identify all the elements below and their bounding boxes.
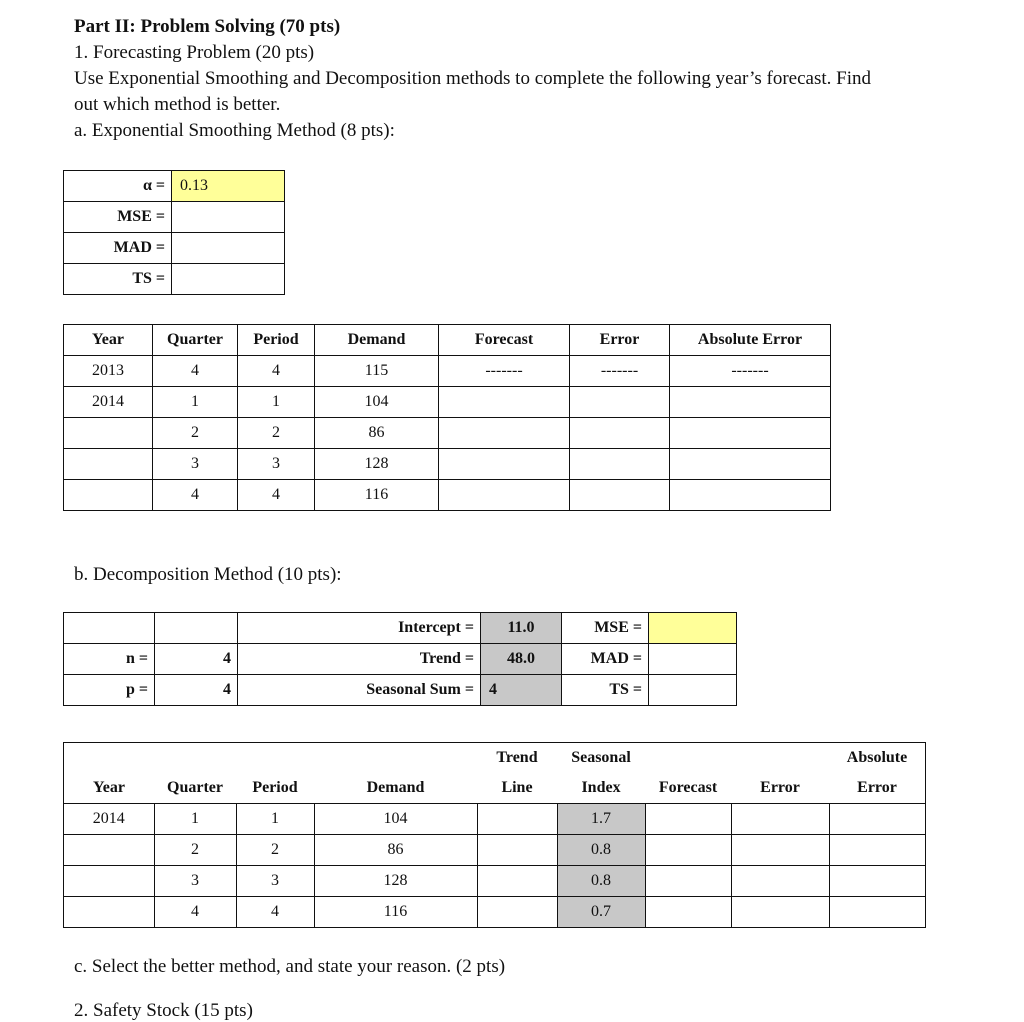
instruction-line-1: Use Exponential Smoothing and Decomposition methods to complete the following year’s forecast. Find (74, 68, 871, 89)
es-header-row (64, 325, 831, 356)
es-header-error: Error (570, 325, 670, 356)
trend-value: 48.0 (481, 644, 562, 675)
forecast-cell[interactable] (645, 897, 731, 928)
dec-header-abs-error: Error (829, 773, 926, 804)
forecast-cell[interactable] (439, 480, 570, 511)
cell: 104 (314, 804, 477, 835)
cell: 1 (236, 804, 314, 835)
es-mse-cell[interactable] (172, 202, 285, 233)
trend-label: Trend = (238, 644, 481, 675)
cell (64, 835, 155, 866)
cell: ------- (670, 356, 831, 387)
cell: 4 (153, 356, 238, 387)
abs-error-cell[interactable] (829, 897, 926, 928)
cell (236, 743, 314, 774)
es-header-period: Period (238, 325, 315, 356)
cell: 3 (154, 866, 236, 897)
cell (731, 743, 829, 774)
cell: 4 (238, 480, 315, 511)
dec-header-trend-line: Line (477, 773, 557, 804)
dec-header-demand: Demand (314, 773, 477, 804)
es-mad-cell[interactable] (172, 233, 285, 264)
abs-error-cell[interactable] (670, 449, 831, 480)
cell: 2 (154, 835, 236, 866)
n-value: 4 (155, 644, 238, 675)
cell: 1 (153, 387, 238, 418)
error-cell[interactable] (731, 897, 829, 928)
instruction-line-2: out which method is better. (74, 94, 281, 115)
dec-header-quarter: Quarter (154, 773, 236, 804)
part-title: Part II: Problem Solving (70 pts) (74, 16, 341, 37)
trend-line-cell[interactable] (477, 897, 557, 928)
trend-line-cell[interactable] (477, 835, 557, 866)
cell: ------- (570, 356, 670, 387)
dec-mad-cell[interactable] (649, 644, 737, 675)
cell: 4 (238, 356, 315, 387)
seasonal-index-cell: 0.8 (557, 835, 645, 866)
alpha-label: α = (64, 171, 172, 202)
p-value: 4 (155, 675, 238, 706)
table-row (64, 804, 926, 835)
cell: 3 (153, 449, 238, 480)
table-row (64, 356, 831, 387)
cell (645, 743, 731, 774)
cell: 86 (314, 835, 477, 866)
error-cell[interactable] (731, 835, 829, 866)
es-header-quarter: Quarter (153, 325, 238, 356)
error-cell[interactable] (570, 449, 670, 480)
dec-mad-label: MAD = (562, 644, 649, 675)
abs-error-cell[interactable] (670, 387, 831, 418)
trend-line-cell[interactable] (477, 866, 557, 897)
es-header-abs-error: Absolute Error (670, 325, 831, 356)
dec-header-row-top (64, 743, 926, 774)
cell (64, 743, 155, 774)
cell: 2014 (64, 387, 153, 418)
cell: 115 (315, 356, 439, 387)
table-row (64, 866, 926, 897)
problem-title: 1. Forecasting Problem (20 pts) (74, 42, 315, 63)
cell: 128 (315, 449, 439, 480)
abs-error-cell[interactable] (829, 804, 926, 835)
trend-line-cell[interactable] (477, 804, 557, 835)
dec-header-trend-top: Trend (477, 743, 557, 774)
dec-header-seasonal-top: Seasonal (557, 743, 645, 774)
cell: 116 (314, 897, 477, 928)
dec-header-error: Error (731, 773, 829, 804)
abs-error-cell[interactable] (670, 480, 831, 511)
cell (64, 480, 153, 511)
cell: 86 (315, 418, 439, 449)
dec-mse-cell[interactable] (649, 613, 737, 644)
cell (64, 613, 155, 644)
cell (154, 743, 236, 774)
intercept-label: Intercept = (238, 613, 481, 644)
error-cell[interactable] (570, 480, 670, 511)
dec-mse-label: MSE = (562, 613, 649, 644)
cell: 3 (236, 866, 314, 897)
cell: 128 (314, 866, 477, 897)
cell (64, 897, 155, 928)
table-row (64, 480, 831, 511)
table-row (64, 897, 926, 928)
intercept-value: 11.0 (481, 613, 562, 644)
seasonal-sum-value: 4 (481, 675, 562, 706)
cell: 2 (238, 418, 315, 449)
cell (64, 449, 153, 480)
cell (314, 743, 477, 774)
es-header-forecast: Forecast (439, 325, 570, 356)
es-header-demand: Demand (315, 325, 439, 356)
seasonal-index-cell: 0.7 (557, 897, 645, 928)
table-row (64, 387, 831, 418)
cell: 116 (315, 480, 439, 511)
cell: 2 (236, 835, 314, 866)
es-params-table (63, 170, 285, 295)
table-row (64, 835, 926, 866)
dec-data-table (63, 742, 926, 928)
seasonal-index-cell: 0.8 (557, 866, 645, 897)
cutoff-next-problem: 2. Safety Stock (15 pts) (74, 1000, 253, 1021)
error-cell[interactable] (570, 418, 670, 449)
cell: 104 (315, 387, 439, 418)
cell: 2014 (64, 804, 155, 835)
es-mse-label: MSE = (64, 202, 172, 233)
error-cell[interactable] (731, 866, 829, 897)
cell: 1 (238, 387, 315, 418)
forecast-cell[interactable] (439, 449, 570, 480)
n-label: n = (64, 644, 155, 675)
cell: ------- (439, 356, 570, 387)
es-ts-label: TS = (64, 264, 172, 295)
cell: 2013 (64, 356, 153, 387)
section-c-title: c. Select the better method, and state your reason. (2 pts) (74, 956, 506, 977)
cell (64, 418, 153, 449)
cell: 2 (153, 418, 238, 449)
section-b-title: b. Decomposition Method (10 pts): (74, 564, 342, 585)
dec-header-seasonal-index: Index (557, 773, 645, 804)
es-header-year: Year (64, 325, 153, 356)
dec-header-absolute-top: Absolute (829, 743, 926, 774)
error-cell[interactable] (570, 387, 670, 418)
es-data-table (63, 324, 831, 511)
forecast-cell[interactable] (439, 418, 570, 449)
table-row (64, 418, 831, 449)
seasonal-index-cell: 1.7 (557, 804, 645, 835)
alpha-value-cell[interactable]: 0.13 (172, 171, 285, 202)
cell: 4 (236, 897, 314, 928)
cell: 3 (238, 449, 315, 480)
forecast-cell[interactable] (645, 866, 731, 897)
cell: 1 (154, 804, 236, 835)
dec-params-table (63, 612, 737, 706)
dec-ts-cell[interactable] (649, 675, 737, 706)
dec-header-year: Year (64, 773, 155, 804)
abs-error-cell[interactable] (829, 866, 926, 897)
p-label: p = (64, 675, 155, 706)
forecast-cell[interactable] (645, 835, 731, 866)
cell (155, 613, 238, 644)
seasonal-sum-label: Seasonal Sum = (238, 675, 481, 706)
cell (64, 866, 155, 897)
abs-error-cell[interactable] (670, 418, 831, 449)
forecast-cell[interactable] (645, 804, 731, 835)
forecast-cell[interactable] (439, 387, 570, 418)
table-row (64, 449, 831, 480)
es-ts-cell[interactable] (172, 264, 285, 295)
dec-header-period: Period (236, 773, 314, 804)
es-mad-label: MAD = (64, 233, 172, 264)
section-a-title: a. Exponential Smoothing Method (8 pts): (74, 120, 395, 141)
dec-header-forecast: Forecast (645, 773, 731, 804)
dec-header-row (64, 773, 926, 804)
dec-ts-label: TS = (562, 675, 649, 706)
error-cell[interactable] (731, 804, 829, 835)
abs-error-cell[interactable] (829, 835, 926, 866)
cell: 4 (154, 897, 236, 928)
cell: 4 (153, 480, 238, 511)
